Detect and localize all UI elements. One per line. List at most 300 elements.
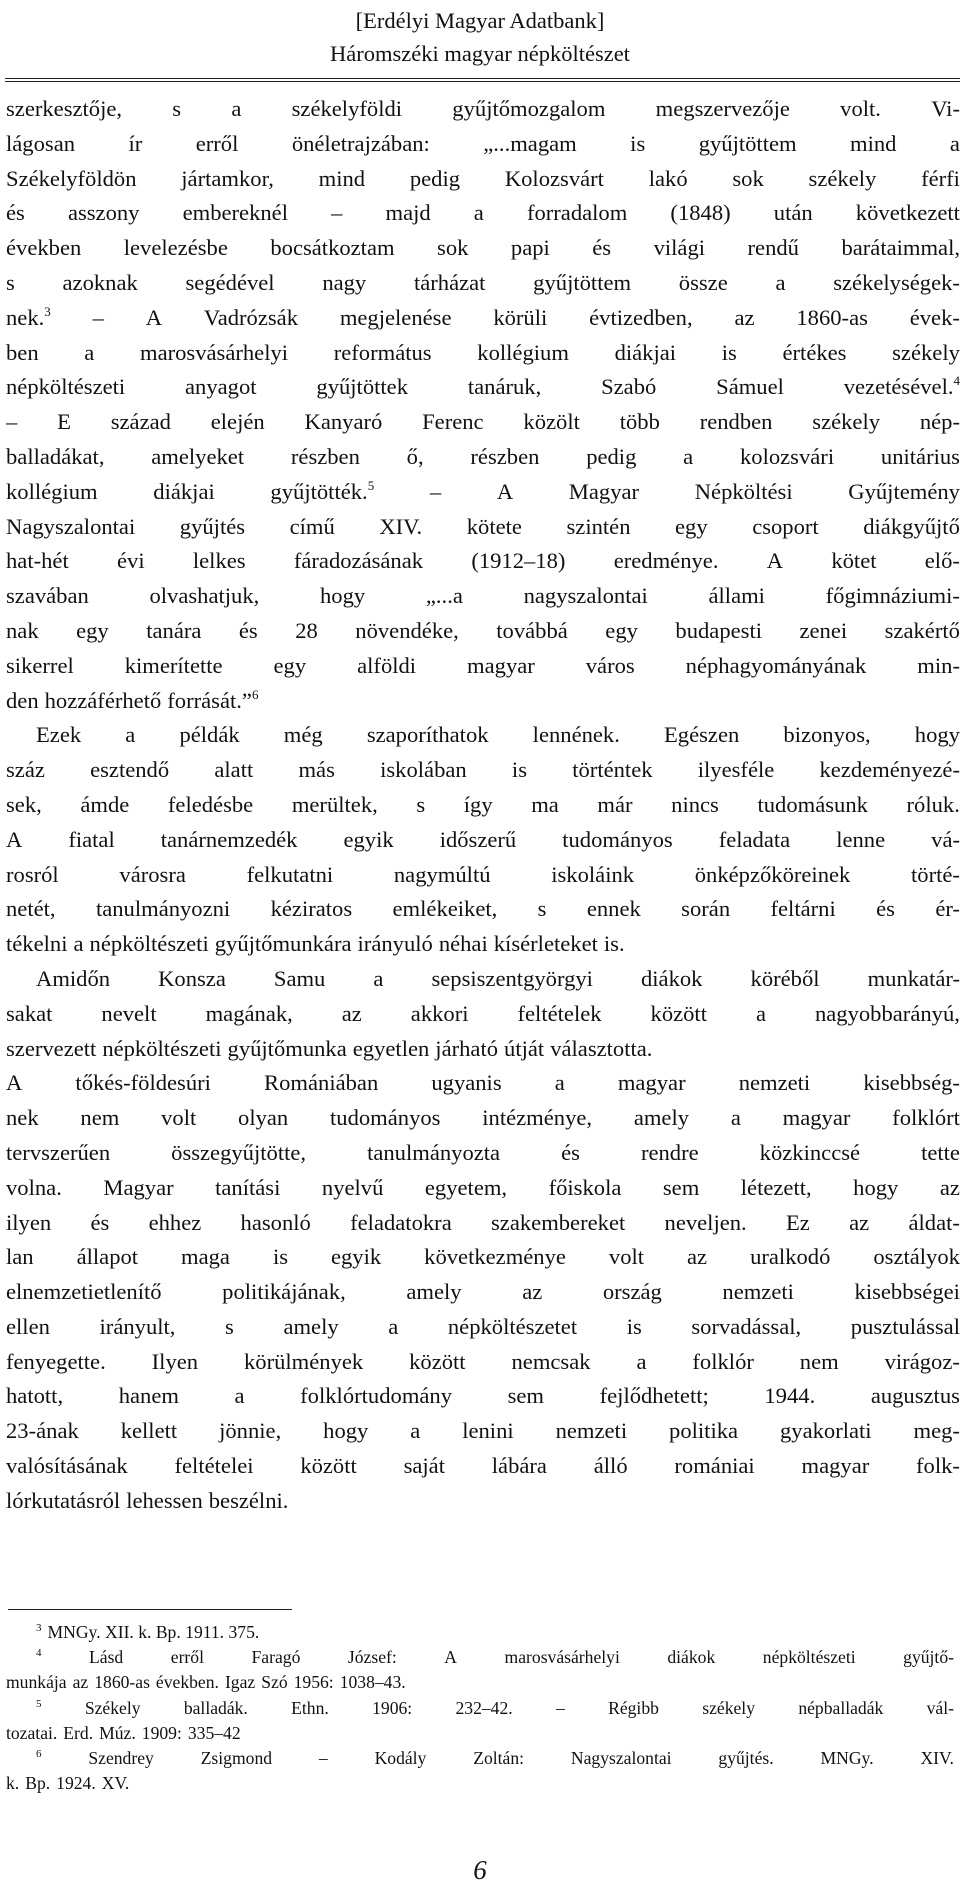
word: Nagyszalontai: [570, 1747, 672, 1768]
word: volt: [161, 1105, 197, 1131]
word: sorvadással,: [691, 1313, 802, 1339]
word: ilyen: [6, 1209, 52, 1235]
word: 335–42: [187, 1722, 241, 1743]
word: rendre: [640, 1139, 699, 1165]
word: Zsigmond: [200, 1747, 273, 1768]
word: Erd.: [63, 1722, 94, 1743]
word: sok: [732, 165, 764, 191]
word: székely: [812, 409, 881, 435]
word: kellett: [120, 1418, 178, 1444]
word: forrását.”$^6$: [167, 686, 259, 713]
word: gyűjtöttek: [316, 374, 409, 400]
word: Múz.: [99, 1722, 136, 1743]
word: bocsátkoztam: [270, 235, 395, 261]
word: tékelni: [6, 931, 68, 957]
word: nép-: [919, 409, 960, 435]
word: létezett,: [740, 1174, 812, 1200]
word: nem: [799, 1348, 839, 1374]
text-line: [6, 649, 960, 684]
word: XIV.: [920, 1747, 954, 1768]
footnotes: [6, 1620, 954, 1796]
word: népköltészetet: [447, 1313, 578, 1339]
word: című: [289, 513, 335, 539]
word: –: [555, 1697, 565, 1718]
word: embereknél: [182, 200, 288, 226]
word: levelezésbe: [123, 235, 228, 261]
word: és: [876, 896, 895, 922]
word: lakó: [648, 165, 688, 191]
word: irányult,: [99, 1313, 176, 1339]
word: évtizedben,: [589, 304, 693, 330]
footnote-line: [6, 1771, 954, 1796]
word: következett: [855, 200, 960, 226]
word: ehhez: [148, 1209, 202, 1235]
page-header: [0, 4, 960, 70]
word: nek.$^3$: [6, 303, 51, 330]
header-source: [Erdélyi Magyar Adatbank]: [355, 8, 605, 33]
word: Gyűjtemény: [848, 478, 960, 504]
word: városra: [119, 861, 186, 887]
text-line: [6, 475, 960, 510]
word: kollégium: [477, 339, 569, 365]
word: gyűjtés.: [718, 1747, 774, 1768]
word: egy: [76, 617, 109, 643]
word: merültek,: [291, 791, 378, 817]
word: diákok: [640, 965, 703, 991]
word: körüli: [493, 304, 548, 330]
word: a: [730, 1105, 741, 1131]
word: tárházat: [413, 269, 486, 295]
word: ma: [531, 791, 559, 817]
word: virágoz-: [884, 1348, 960, 1374]
word: kolozsvári: [739, 443, 835, 469]
word: min-: [917, 652, 960, 678]
word: nemcsak: [511, 1348, 591, 1374]
word: barátaimmal,: [841, 235, 960, 261]
footnote-line: [6, 1620, 954, 1645]
text-line: [6, 1484, 960, 1519]
word: több: [619, 409, 660, 435]
word: s: [225, 1313, 234, 1339]
word: –: [92, 304, 104, 330]
word: ben: [6, 339, 39, 365]
word: tanára: [146, 617, 202, 643]
word: a: [554, 1070, 565, 1096]
word: tervszerűen: [6, 1139, 111, 1165]
text-line: [6, 370, 960, 405]
text-line: [6, 544, 960, 579]
word: nyelvű: [321, 1174, 384, 1200]
word: marosvásárhelyi: [140, 339, 289, 365]
word: elő-: [924, 548, 960, 574]
word: is.: [603, 931, 625, 957]
footnote-line: [6, 1670, 954, 1695]
word: után: [773, 200, 813, 226]
word: unitárius: [880, 443, 960, 469]
word: rendben: [699, 409, 773, 435]
word: rendű: [747, 235, 799, 261]
word: során: [681, 896, 731, 922]
word: közkinccsé: [759, 1139, 861, 1165]
word: valósításának: [6, 1453, 128, 1479]
word: Samu: [273, 965, 326, 991]
word: A: [496, 478, 514, 504]
word: és: [238, 617, 258, 643]
word: vezetésével.$^4$: [843, 373, 960, 400]
word: nemzeti: [555, 1418, 628, 1444]
text-line: [6, 1032, 960, 1067]
word: forradalom: [526, 200, 628, 226]
word: lágosan: [6, 130, 76, 156]
word: fáradozásának: [293, 548, 424, 574]
word: értékes: [782, 339, 847, 365]
word: ország: [602, 1279, 662, 1305]
word: egyetem,: [424, 1174, 508, 1200]
word: netét,: [6, 896, 56, 922]
word: eredménye.: [613, 548, 719, 574]
word: gyűjtöttem: [533, 269, 632, 295]
word: így: [463, 791, 493, 817]
word: fiatal: [68, 826, 115, 852]
word: a: [234, 1383, 245, 1409]
word: XIV.: [379, 513, 423, 539]
word: körülmények: [243, 1348, 364, 1374]
word: ellen: [6, 1313, 50, 1339]
word: a: [949, 130, 960, 156]
word: feledésbe: [167, 791, 254, 817]
word: egyik: [330, 1244, 382, 1270]
word: 1944.: [764, 1383, 816, 1409]
word: Igaz: [224, 1672, 256, 1693]
word: –: [318, 1747, 328, 1768]
page-number: 6: [473, 1855, 487, 1885]
word: is: [626, 1313, 642, 1339]
word: lenini: [462, 1418, 514, 1444]
body-text: [6, 92, 960, 1519]
word: sem: [662, 1174, 700, 1200]
word: hogy: [323, 1418, 369, 1444]
word: jártamkor,: [181, 165, 274, 191]
word: feladata: [718, 826, 791, 852]
word: Kolozsvárt: [504, 165, 604, 191]
text-line: [6, 405, 960, 440]
word: egyetlen: [352, 1035, 430, 1061]
word: esztendő: [90, 757, 170, 783]
word: is: [272, 1244, 289, 1270]
word: elnemzetietlenítő: [6, 1279, 162, 1305]
word: XV.: [101, 1773, 130, 1794]
word: tozatai.: [6, 1722, 58, 1743]
word: szaporíthatok: [366, 722, 489, 748]
word: Ferenc: [422, 409, 484, 435]
word: város: [585, 652, 635, 678]
word: nevelt: [101, 1000, 157, 1026]
word: álló: [593, 1453, 628, 1479]
word: Sámuel: [716, 374, 784, 400]
word: azoknak: [62, 269, 138, 295]
word: anyagot: [185, 374, 257, 400]
word: Ilyen: [151, 1348, 199, 1374]
word: Ez: [786, 1209, 810, 1235]
word: hogy: [320, 583, 366, 609]
word: 1860-as: [796, 304, 868, 330]
word: népköltészeti: [6, 374, 126, 400]
word: A: [145, 304, 163, 330]
word: Székely: [84, 1697, 141, 1718]
word: folklór: [692, 1348, 754, 1374]
word: saját: [403, 1453, 445, 1479]
word: 1924.: [56, 1773, 96, 1794]
word: Székelyföldön: [6, 165, 137, 191]
word: szintén: [566, 513, 631, 539]
word: és: [561, 1139, 580, 1165]
word: diákok: [667, 1647, 716, 1668]
word: s: [172, 96, 182, 121]
word: megjelenése: [339, 304, 452, 330]
word: és: [6, 200, 25, 226]
word: az: [687, 1244, 708, 1270]
word: Vadrózsák: [203, 304, 298, 330]
word: jönnie,: [219, 1418, 282, 1444]
footnote-separator: [8, 1609, 292, 1610]
word: „...a: [425, 583, 463, 609]
word: diákgyűjtő: [863, 513, 960, 539]
text-line: [6, 1275, 960, 1310]
text-line: [6, 1449, 960, 1484]
word: évi: [117, 548, 145, 574]
text-line: [6, 892, 960, 927]
word: E: [57, 409, 71, 435]
word: sepsiszentgyörgyi: [431, 965, 593, 991]
word: választotta.: [550, 1035, 653, 1061]
word: már: [597, 791, 633, 817]
header-rule-bottom: [5, 81, 960, 82]
word: lehessen: [126, 1487, 203, 1513]
word: szakértő: [884, 617, 960, 643]
word: a: [388, 1313, 399, 1339]
word: járható: [435, 1035, 499, 1061]
word: a: [125, 722, 136, 748]
text-line: [6, 788, 960, 823]
word: Amidőn: [36, 965, 111, 991]
word: (1848): [670, 200, 731, 226]
word: balladák.: [183, 1697, 248, 1718]
word: hasonló: [240, 1209, 311, 1235]
word: egy: [605, 617, 638, 643]
word: akkori: [410, 1000, 469, 1026]
word: olyan: [238, 1105, 289, 1131]
word: munkatár-: [867, 965, 960, 991]
footnote-line: [6, 1746, 954, 1771]
word: elején: [210, 409, 265, 435]
word: Kanyaró: [304, 409, 383, 435]
word: fejlődhetett;: [599, 1383, 709, 1409]
word: romániai: [674, 1453, 755, 1479]
word: Ethn.: [291, 1697, 329, 1718]
word: állami: [708, 583, 765, 609]
word: tudományos: [330, 1105, 441, 1131]
word: ér-: [935, 896, 960, 922]
word: és: [90, 1209, 110, 1235]
word: folklórt: [892, 1105, 960, 1131]
word: nagymúltú: [393, 861, 491, 887]
word: tette: [921, 1139, 960, 1165]
word: neveljen.: [664, 1209, 747, 1235]
word: törté-: [911, 861, 960, 887]
word: feladatokra: [350, 1209, 452, 1235]
word: hanem: [118, 1383, 179, 1409]
word: kezdeményezé-: [819, 757, 960, 783]
word: az: [849, 1209, 870, 1235]
word: egy: [273, 652, 307, 678]
word: a: [683, 443, 694, 469]
word: 23-ának: [6, 1418, 79, 1444]
word: gyűjtő-: [903, 1647, 954, 1668]
word: önképzőköreinek: [694, 861, 851, 887]
text-line: [6, 1414, 960, 1449]
word: lórkutatásról: [6, 1487, 121, 1513]
word: hogy: [914, 722, 960, 748]
footnote-line: [6, 1645, 954, 1670]
word: főiskola: [548, 1174, 622, 1200]
word: kéziratos: [270, 896, 353, 922]
word: balladákat,: [6, 443, 105, 469]
text-line: [6, 266, 960, 301]
word: nagyobbarányú,: [814, 1000, 960, 1026]
word: tudományos: [562, 826, 673, 852]
word: is: [511, 757, 527, 783]
word: „...magam: [483, 130, 577, 156]
word: magyar: [617, 1070, 686, 1096]
text-line: [6, 927, 960, 962]
word: sikerrel: [6, 652, 74, 678]
word: példák: [179, 722, 240, 748]
word: uralkodó: [750, 1244, 831, 1270]
word: diákjai: [614, 339, 677, 365]
word: József:: [347, 1647, 397, 1668]
text-line: [6, 1240, 960, 1275]
word: 1909:: [141, 1722, 182, 1743]
word: folklórtudomány: [300, 1383, 453, 1409]
word: 3: [36, 1622, 42, 1634]
word: székelységek-: [833, 269, 960, 295]
word: kötet: [831, 548, 877, 574]
text-line: [6, 336, 960, 371]
word: fenyegette.: [6, 1348, 106, 1374]
word: Magyar: [568, 478, 640, 504]
word: mind: [318, 165, 366, 191]
word: részben: [470, 443, 540, 469]
text-line: [6, 614, 960, 649]
word: A: [6, 826, 23, 852]
word: erről: [170, 1647, 204, 1668]
word: Magyar: [103, 1174, 174, 1200]
word: a: [73, 931, 84, 957]
header-rule-top: [5, 78, 960, 79]
word: bizonyos,: [783, 722, 871, 748]
word: s: [537, 896, 547, 922]
word: budapesti: [675, 617, 762, 643]
word: egyik: [343, 826, 394, 852]
word: amely: [406, 1279, 462, 1305]
word: olvashatjuk,: [149, 583, 260, 609]
word: 1906:: [372, 1697, 413, 1718]
word: a: [473, 200, 484, 226]
word: Szabó: [601, 374, 657, 400]
word: székely: [808, 165, 877, 191]
word: tőkés-földesúri: [75, 1070, 211, 1096]
text-line: [6, 997, 960, 1032]
word: székely: [892, 339, 960, 365]
word: is: [630, 130, 646, 156]
word: útját: [504, 1035, 545, 1061]
text-line: [6, 823, 960, 858]
word: amely: [283, 1313, 339, 1339]
word: az: [734, 304, 755, 330]
word: a: [231, 96, 242, 121]
word: között: [650, 1000, 707, 1026]
word: kötete: [466, 513, 522, 539]
word: 28: [295, 617, 318, 643]
word: volt.: [840, 96, 881, 121]
word: magyar: [467, 652, 535, 678]
text-line: [6, 510, 960, 545]
word: –: [331, 200, 343, 226]
word: tanítási: [215, 1174, 281, 1200]
word: székely: [702, 1697, 755, 1718]
text-line: [6, 1066, 960, 1101]
text-line: [6, 1171, 960, 1206]
word: össze: [678, 269, 728, 295]
word: k.: [6, 1773, 20, 1794]
word: ennek: [586, 896, 641, 922]
word: tanulmányozta: [367, 1139, 501, 1165]
word: Romániában: [264, 1070, 379, 1096]
word: állapot: [76, 1244, 139, 1270]
word: nagy: [322, 269, 367, 295]
word: az: [341, 1000, 362, 1026]
word: az: [72, 1672, 89, 1693]
word: hogy: [853, 1174, 899, 1200]
word: felkutatni: [246, 861, 334, 887]
word: nemzeti: [722, 1279, 794, 1305]
word: Zoltán:: [473, 1747, 525, 1768]
word: –: [6, 409, 18, 435]
word: továbbá: [496, 617, 568, 643]
word: áldat-: [908, 1209, 960, 1235]
text-line: [6, 440, 960, 475]
word: Egészen: [664, 722, 740, 748]
word: nek: [6, 1105, 39, 1131]
word: 1956:: [293, 1672, 334, 1693]
word: majd: [385, 200, 431, 226]
word: s: [6, 269, 15, 295]
word: meg-: [913, 1418, 960, 1444]
word: intézménye,: [482, 1105, 593, 1131]
word: vál-: [926, 1697, 954, 1718]
word: Bp.: [25, 1773, 51, 1794]
word: összegyűjtötte,: [171, 1139, 307, 1165]
word: tanulmányozni: [95, 896, 231, 922]
word: volt: [608, 1244, 645, 1270]
word: nagyszalontai: [523, 583, 648, 609]
word: és: [592, 235, 612, 261]
word: időszerű: [439, 826, 517, 852]
word: A: [444, 1647, 458, 1668]
word: lenne: [836, 826, 886, 852]
word: szavában: [6, 583, 89, 609]
word: iskolában: [380, 757, 467, 783]
